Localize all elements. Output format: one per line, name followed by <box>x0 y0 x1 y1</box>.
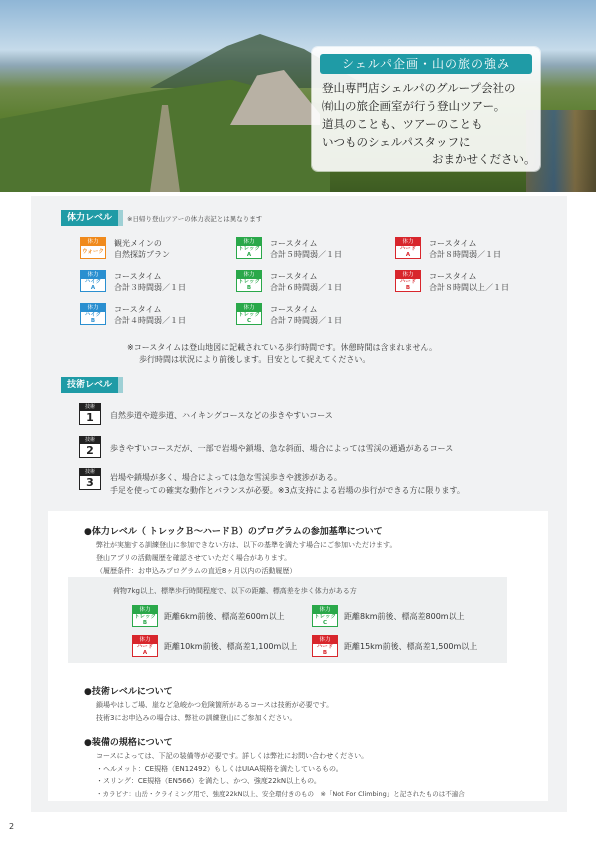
level-hike-b-line2: 合計４時間弱／１日 <box>114 316 186 325</box>
level-hard-b-line1: コースタイム <box>429 272 477 281</box>
badge-hard-a: 体力 ハード A <box>395 237 421 259</box>
criteria-heading: ●体力レベル（ トレックＢ〜ハードＢ）のプログラムの参加基準について <box>84 527 383 537</box>
badge-hike-a: 体力 ハイク A <box>80 270 106 292</box>
criteria-line-1: 弊社が実施する訓練登山に参加できない方は、以下の基準を満たす場合にご参加いただけます。 <box>96 541 397 549</box>
level-hike-b-line1: コースタイム <box>114 305 162 314</box>
badge-walk: 体力 ウォーク <box>80 237 106 259</box>
badge-trek-a: 体力 トレック A <box>236 237 262 259</box>
strength-line-2: ㈲山の旅企画室が行う登山ツアー。 <box>322 99 506 113</box>
skill-badge-2: 技術 2 <box>79 436 101 458</box>
level-trek-b-line2: 合計６時間弱／１日 <box>270 283 342 292</box>
criteria-trek-b-text: 距離6km前後、標高差600m以上 <box>164 612 285 621</box>
strength-title: シェルパ企画・山の旅の強み <box>320 54 532 74</box>
page-number: 2 <box>9 822 15 831</box>
badge-trek-b: 体力 トレック B <box>236 270 262 292</box>
equipment-line-3: ・スリング：CE規格（EN566）を満たし、かつ、強度22kN以上もの。 <box>96 777 321 785</box>
strength-line-5: おまかせください。 <box>432 152 536 166</box>
equipment-heading: ●装備の規格について <box>84 738 173 748</box>
skill-3-line2: 手足を使っての確実な動作とバランスが必要。※3点支持による岩場の歩行ができる方に限ります。 <box>110 486 465 495</box>
level-trek-a-line1: コースタイム <box>270 239 318 248</box>
equipment-line-2: ・ヘルメット：CE規格（EN12492）もしくはUIAA規格を満たしているもの。 <box>96 765 343 773</box>
strength-line-1: 登山専門店シェルパのグループ会社の <box>322 81 516 95</box>
level-trek-b-line1: コースタイム <box>270 272 318 281</box>
criteria-hard-a-text: 距離10km前後、標高差1,100m以上 <box>164 642 298 651</box>
criteria-lead: 荷物7kg以上、標準歩行時間程度で、以下の距離、標高差を歩く体力がある方 <box>113 587 357 595</box>
criteria-badge-trek-c: 体力 トレック C <box>312 605 338 627</box>
skill-3-line1: 岩場や鎖場が多く、場合によっては急な雪渓歩きや渡渉がある。 <box>110 473 342 482</box>
level-hike-a-line2: 合計３時間弱／１日 <box>114 283 186 292</box>
skill-heading: 技術レベル <box>61 377 123 393</box>
strength-line-3: 道具のことも、ツアーのことも <box>322 117 483 131</box>
level-hard-a-line1: コースタイム <box>429 239 477 248</box>
level-hard-a-line2: 合計８時間弱／１日 <box>429 250 501 259</box>
skill-badge-1: 技術 1 <box>79 403 101 425</box>
badge-hike-b: 体力 ハイク B <box>80 303 106 325</box>
level-trek-c-line2: 合計７時間弱／１日 <box>270 316 342 325</box>
level-trek-a-line2: 合計５時間弱／１日 <box>270 250 342 259</box>
skill-1-text: 自然歩道や遊歩道、ハイキングコースなどの歩きやすいコース <box>110 411 333 420</box>
criteria-hard-b-text: 距離15km前後、標高差1,500m以上 <box>344 642 478 651</box>
hero-photo <box>0 0 596 192</box>
skill-badge-3: 技術 3 <box>79 468 101 490</box>
badge-trek-c: 体力 トレック C <box>236 303 262 325</box>
equipment-line-4: ・カラビナ：山岳・クライミング用で、強度22kN以上、安全環付きのもの ※「Not For Climbing」と記されたものは不適合 <box>96 790 465 798</box>
criteria-badge-hard-a: 体力 ハード A <box>132 635 158 657</box>
skill-2-text: 歩きやすいコースだが、一部で岩場や鎖場、急な斜面、場合によっては雪渓の通過があるコース <box>110 444 454 453</box>
criteria-line-2: 登山アプリの活動履歴を確認させていただく場合があります。 <box>96 554 292 562</box>
strength-line-4: いつものシェルパスタッフに <box>322 135 471 149</box>
skill-note-line-2: 技術3にお申込みの場合は、弊社の訓練登山にご参加ください。 <box>96 714 297 722</box>
criteria-badge-hard-b: 体力 ハード B <box>312 635 338 657</box>
fitness-note: ※日帰り登山ツアーの体力表記とは異なります <box>127 215 263 223</box>
level-walk-line2: 自然探訪プラン <box>114 250 170 259</box>
equipment-line-1: コースによっては、下記の装備等が必要です。詳しくは弊社にお問い合わせください。 <box>96 752 369 760</box>
fitness-footnote-1: ※コースタイムは登山地図に記載されている歩行時間です。休憩時間は含まれません。 <box>127 343 437 352</box>
fitness-heading: 体力レベル <box>61 210 123 226</box>
strength-box <box>312 47 540 171</box>
criteria-line-3: （履歴条件：お申込みプログラムの直近8ヶ月以内の活動履歴） <box>96 567 297 575</box>
level-trek-c-line1: コースタイム <box>270 305 318 314</box>
level-walk-line1: 観光メインの <box>114 239 162 248</box>
fitness-footnote-2: 歩行時間は状況により前後します。目安として捉えてください。 <box>139 355 371 364</box>
level-hike-a-line1: コースタイム <box>114 272 162 281</box>
skill-note-line-1: 鎖場やはしご場、崖など急峻かつ危険箇所があるコースは技術が必要です。 <box>96 701 334 709</box>
criteria-badge-trek-b: 体力 トレック B <box>132 605 158 627</box>
skill-note-heading: ●技術レベルについて <box>84 687 173 697</box>
criteria-trek-c-text: 距離8km前後、標高差800m以上 <box>344 612 465 621</box>
level-hard-b-line2: 合計８時間以上／１日 <box>429 283 509 292</box>
badge-hard-b: 体力 ハード B <box>395 270 421 292</box>
